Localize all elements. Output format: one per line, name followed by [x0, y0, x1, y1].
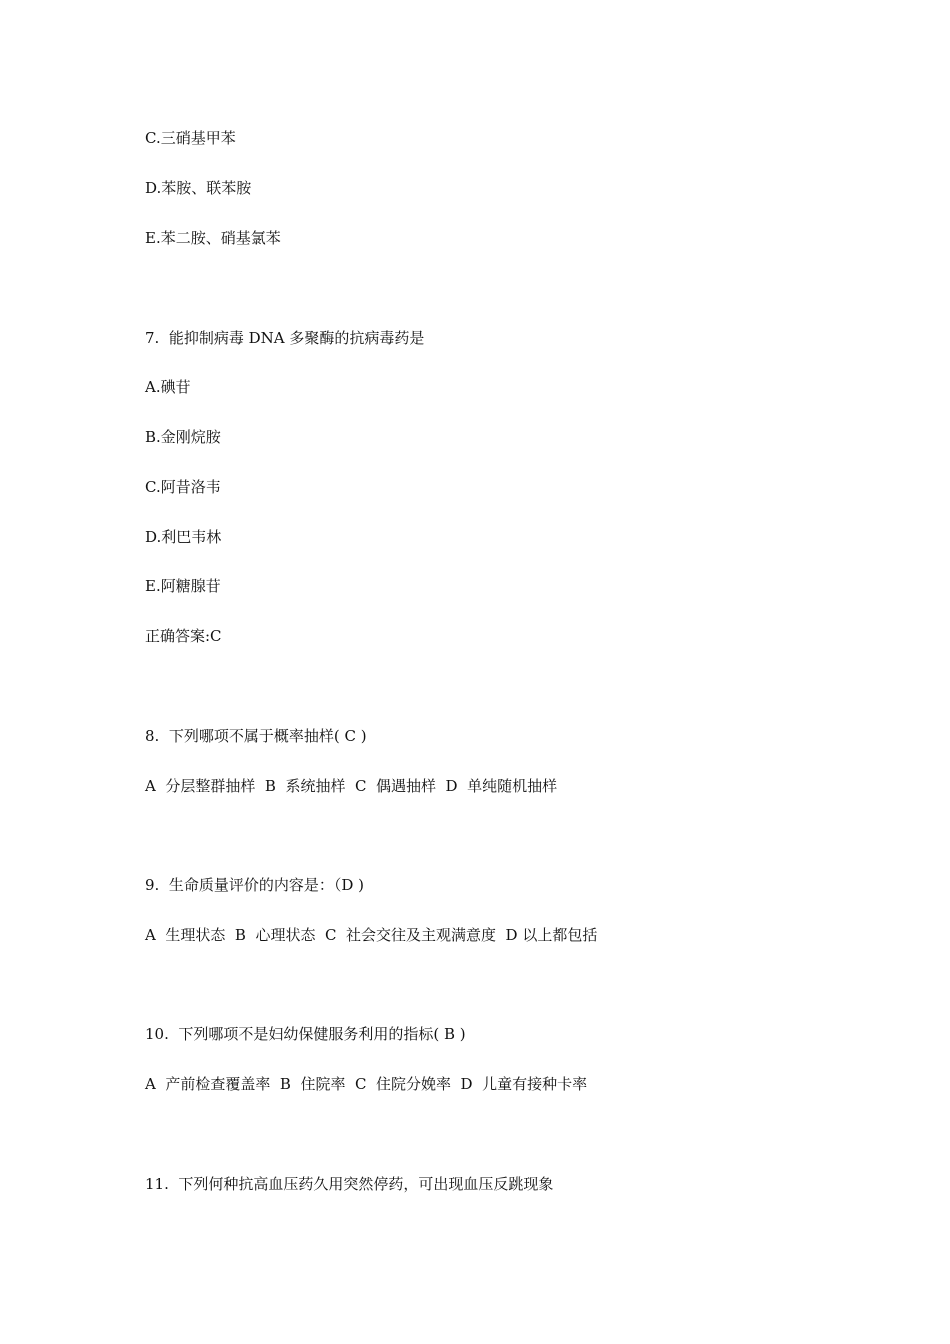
option-b-q7: B.金刚烷胺: [145, 428, 221, 446]
answer-q7: 正确答案:C: [145, 627, 222, 645]
question-7: 7. 能抑制病毒 DNA 多聚酶的抗病毒药是: [145, 329, 425, 347]
question-10: 10. 下列哪项不是妇幼保健服务利用的指标( B ): [145, 1025, 466, 1043]
question-11: 11. 下列何种抗高血压药久用突然停药，可出现血压反跳现象: [145, 1175, 554, 1193]
option-d-q6: D.苯胺、联苯胺: [145, 179, 252, 197]
option-a-q7: A.碘苷: [145, 378, 191, 396]
question-8: 8. 下列哪项不属于概率抽样( C ): [145, 727, 367, 745]
option-c-q7: C.阿昔洛韦: [145, 478, 221, 496]
options-q9: A 生理状态 B 心理状态 C 社会交往及主观满意度 D 以上都包括: [145, 926, 598, 944]
option-e-q6: E.苯二胺、硝基氯苯: [145, 229, 281, 247]
option-e-q7: E.阿糖腺苷: [145, 577, 221, 595]
options-q10: A 产前检查覆盖率 B 住院率 C 住院分娩率 D 儿童有接种卡率: [145, 1075, 588, 1093]
question-9: 9. 生命质量评价的内容是：（D ): [145, 876, 364, 894]
options-q8: A 分层整群抽样 B 系统抽样 C 偶遇抽样 D 单纯随机抽样: [145, 777, 558, 795]
option-d-q7: D.利巴韦林: [145, 528, 222, 546]
option-c-q6: C.三硝基甲苯: [145, 129, 236, 147]
